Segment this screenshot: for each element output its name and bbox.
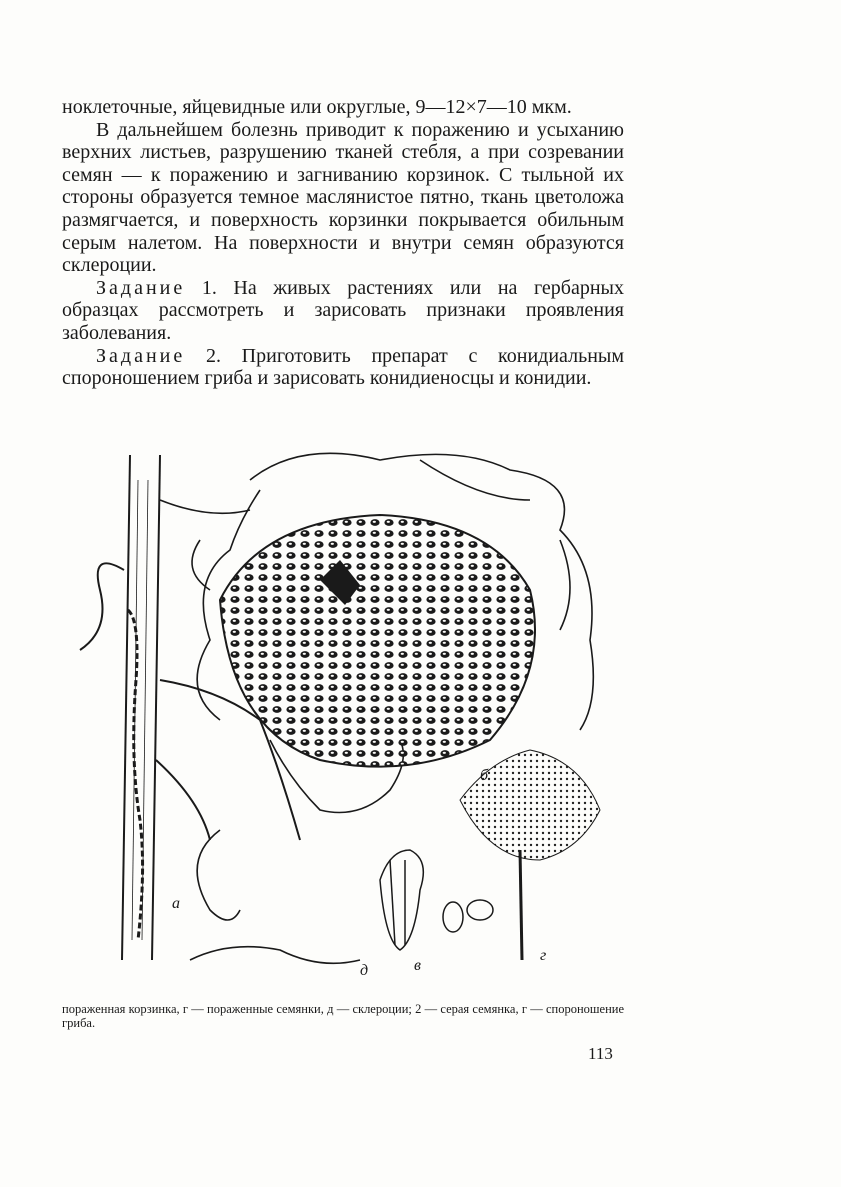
figure-caption: пораженная корзинка, г — пораженные семянки, д — склероции; 2 — серая семянка, г — спороношение гриба. [62, 1002, 624, 1030]
seed-disc [220, 515, 535, 767]
figure-label-b: б [480, 767, 489, 784]
task-text: 1. На живых растениях или на гербарных образцах рассмотреть и зарисовать признаки проявления заболевания. [62, 276, 624, 344]
figure-label-v: в [414, 957, 421, 974]
body-text [62, 96, 624, 390]
paragraph-2: В дальнейшем болезнь приводит к поражению и усыханию верхних листьев, разрушению тканей стебля, а при созревании семян — к поражению и загниванию корзинок. С тыльной их стороны образуется темное маслянистое пятно, ткань цветоложа размягчается, и поверхность корзинки покрывается обильным серым налетом. На поверхности и внутри семян образуются склероции. [62, 118, 624, 277]
task-label: Задание [96, 276, 186, 299]
paragraph-1: ноклеточные, яйцевидные или округлые, 9—12×7—10 мкм. [62, 96, 572, 118]
task-text: 2. Приготовить препарат с конидиальным спороношением гриба и зарисовать конидиеносцы и конидии. [62, 344, 624, 390]
figure-label-a: а [172, 895, 180, 912]
page-number: 113 [588, 1044, 613, 1063]
figure-label-g: г [540, 947, 547, 964]
task-label: Задание [96, 344, 186, 367]
paragraph-task-1 [62, 277, 624, 345]
sunflower-illustration [60, 440, 640, 980]
figure-label-d: д [360, 962, 369, 979]
paragraph-task-2 [62, 345, 624, 390]
seed-detail [380, 850, 493, 950]
